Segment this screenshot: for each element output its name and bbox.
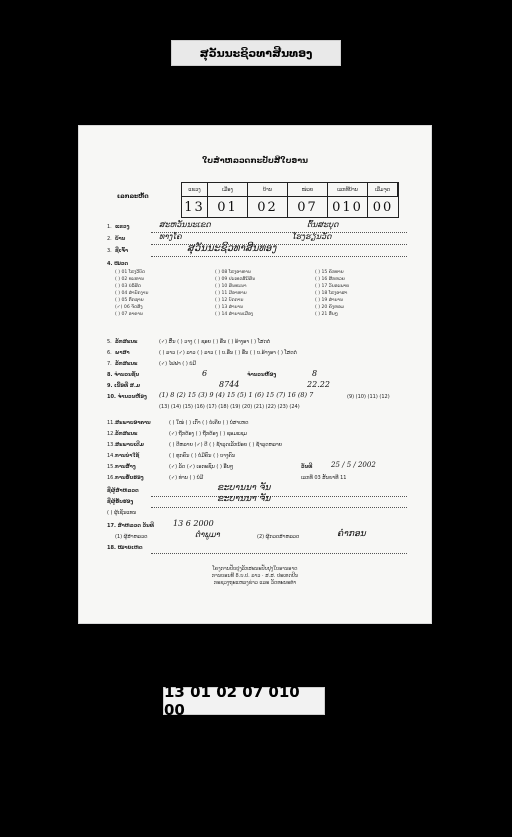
row-5 bbox=[107, 339, 407, 349]
rooms-value: 8 bbox=[312, 369, 318, 378]
date-right bbox=[301, 461, 407, 474]
row-10 bbox=[107, 391, 407, 404]
row-options: ( ) ທຸກຄົນ ( ) ບໍ່ມີຄົນ ( ) ບາງຄົນ bbox=[169, 453, 236, 459]
code-value: 010 bbox=[328, 197, 368, 217]
option-item: ( ) 20 ຄັງຫອມ bbox=[315, 305, 345, 310]
row-num: 11. bbox=[107, 420, 115, 426]
option-item: ( ) 15 ຄົກທາຍ bbox=[315, 270, 344, 275]
date-right-sub bbox=[301, 475, 407, 485]
option-item: ( ) 10 ສົນທະນາ bbox=[215, 284, 247, 289]
option-item: ( ) 18 ໂຮງອາສາ bbox=[315, 291, 348, 296]
code-header: ແຂວງ bbox=[182, 183, 208, 197]
code-header: ເມືອງ bbox=[208, 183, 248, 197]
area-label: 9. ເນື້ອທີ່ ສ.ມ bbox=[107, 383, 141, 389]
date-right-label: ວັນທີ bbox=[301, 464, 313, 470]
row-label: ສະພາບອາຄານ bbox=[115, 420, 151, 426]
code-header: ເລີ່ມຈຸດ bbox=[368, 183, 398, 197]
option-item: ( ) 01 ໂຮງວິບັດ bbox=[115, 270, 146, 275]
code-value: 07 bbox=[288, 197, 328, 217]
row-num: 15. bbox=[107, 464, 115, 470]
code-value: 13 bbox=[182, 197, 208, 217]
option-item: ( ) 03 ບໍລິສັດ bbox=[115, 284, 141, 289]
code-header: ບ້ານ bbox=[248, 183, 288, 197]
option-item: ( ) 12 ບົດການ bbox=[215, 298, 244, 303]
form-footer bbox=[79, 566, 431, 587]
floors-value: 6 bbox=[202, 369, 208, 378]
row17-date: 13 6 2000 bbox=[173, 519, 214, 528]
bottom-code-label: 13 01 02 07 010 00 bbox=[163, 687, 325, 715]
row-label: ການສ້າງ bbox=[115, 464, 136, 470]
field-value: ສະຫວັນນະເຂດ bbox=[159, 220, 211, 229]
code-value: 01 bbox=[208, 197, 248, 217]
owner2-value: ຂະບານນາ ຈັນ bbox=[217, 494, 271, 504]
field-num: 2. bbox=[107, 236, 112, 242]
floors-label: 8. ຈຳນວນຊັ້ນ bbox=[107, 372, 140, 378]
row18-label: 18. ໝາຍເຫດ bbox=[107, 545, 143, 551]
row18-line bbox=[151, 553, 407, 554]
row-options: (✓) ສົ້ນ ( ) ວາງ ( ) ຊອຍ ( ) ອື່ນ ( ) ອ້າງອາ ( ) ໂສດຕໍ bbox=[159, 339, 271, 345]
field-row-1 bbox=[107, 220, 407, 234]
sig-right: ຄຳກອນ bbox=[337, 529, 366, 539]
owner-label: ຊື່ຜູ້ສໍາຫລວດ bbox=[107, 488, 139, 494]
rooms-label: ຈຳນວນຫ້ອງ bbox=[247, 372, 277, 378]
form-sheet bbox=[79, 126, 431, 623]
option-item: ( ) 05 ຕຶກຊາຍ bbox=[115, 298, 144, 303]
row10-sub: (13) (14) (15) (16) (17) (18) (19) (20) (21) (22) (23) (24) bbox=[159, 404, 300, 410]
row-options: (✓) ທ່ານ ( ) ບໍ່ມີ bbox=[169, 475, 204, 481]
section-4-options bbox=[115, 270, 411, 317]
option-item: ( ) 02 ທະຫານ bbox=[115, 277, 144, 282]
field-extra: ໂຮງຮຽນວັດ bbox=[292, 232, 332, 241]
code-value: 00 bbox=[372, 199, 394, 215]
row-13 bbox=[107, 442, 407, 452]
field-line bbox=[151, 256, 407, 257]
code-label: ເລກລະຫັດ bbox=[117, 193, 149, 200]
owner-value: ຂະບານນາ ຈັນ bbox=[217, 483, 271, 493]
area2-value: 22.22 bbox=[307, 380, 330, 389]
option-item: (✓) 06 ຈັດສິງ bbox=[115, 305, 143, 310]
field-value: ສຸວັນນະຊິວທາສີນທອງ bbox=[187, 243, 277, 254]
date-right-sub-text: ເລກທີ 03 ສັນຍາທີ 11 bbox=[301, 475, 347, 481]
row-options: (✓) ໄຟຟາ ( ) ບໍມີ bbox=[159, 361, 196, 367]
footer-line: ກະຊວງຖະແຫລງຂ່າວ ແລະ ວັດທະນະທໍາ bbox=[213, 580, 297, 586]
footer-line: ການບອນທີ 8.ບ.ປ. ລາວ · ສ.ສ. ປະເທດປີນ bbox=[211, 573, 299, 579]
row17-label: 17. ສໍາຫລວດ ວັນທີ bbox=[107, 523, 154, 529]
row-18 bbox=[107, 545, 407, 555]
form-title: ໃບສໍາຫລວດກະປັບສີໃບອານ bbox=[202, 156, 308, 165]
row-label: ລັກສະນະ bbox=[115, 361, 138, 367]
option-item: ( ) 08 ໂຮງອາຫານ bbox=[215, 270, 251, 275]
row-11 bbox=[107, 420, 407, 430]
row-6 bbox=[107, 350, 407, 360]
option-item: ( ) 14 ສໍານານເມືອງ bbox=[215, 312, 254, 317]
row-num: 13. bbox=[107, 442, 115, 448]
row-10-sub bbox=[107, 404, 407, 414]
row10-label: 10. ຈຳນວນຫ້ອງ bbox=[107, 394, 147, 400]
option-item: ( ) 04 ສໍານັກງານ bbox=[115, 291, 149, 296]
row-label: ການນຳໃຊ້ bbox=[115, 453, 140, 459]
option-item: ( ) 17 ວັນອະພາຍ bbox=[315, 284, 350, 289]
option-item: ( ) 16 ສີກຫວຍ bbox=[315, 277, 345, 282]
field-row-3 bbox=[107, 243, 407, 258]
row-num: 14. bbox=[107, 453, 115, 459]
row-options: ( ) ດີຫລາຍ (✓) ດີ ( ) ຊ້ຳລຸດເລັກນ້ອຍ ( ) ຊ້ຳລຸດຫລາຍ bbox=[169, 442, 283, 448]
code-header: ໜ່ວຍ bbox=[288, 183, 328, 197]
field-line bbox=[151, 232, 407, 233]
owner2-row bbox=[107, 494, 407, 509]
field-label: ຊື່ເຈົ້າ bbox=[115, 248, 129, 254]
row-options: (✓) ລັດ (✓) ເອກະຊົນ ( ) ອື່ນໆ bbox=[169, 464, 234, 470]
date-right-value: 25 / 5 / 2002 bbox=[331, 461, 376, 469]
row-label: ການຮັບຮອງ bbox=[115, 475, 144, 481]
row-options: ( ) ໃໝ່ ( ) ເກົ່າ ( ) ບໍ່ເຄີຍ ( ) ບໍ່ສາເຫດ bbox=[169, 420, 249, 426]
option-item: ( ) 09 ປະເທດສີມິສົນ bbox=[215, 277, 256, 282]
signed-label: ( ) ຜູ້ເຊັນແທນ bbox=[107, 510, 137, 516]
row-num: 7. bbox=[107, 361, 112, 367]
field-num: 3. bbox=[107, 248, 112, 254]
section-4-label: 4. ໝວດ bbox=[107, 261, 129, 267]
field-label: ແຂວງ bbox=[115, 224, 130, 230]
owner2-label: ຊື່ຜູ້ຮັບຮອງ bbox=[107, 499, 134, 505]
footer-line: ໂຄງການປັບປຸງລັກສະນະປັບປຸງໃບອານອາດ bbox=[212, 566, 298, 572]
top-label: ສຸວັນນະຊິວທາສີນທອງ bbox=[171, 40, 341, 66]
row-12 bbox=[107, 431, 407, 441]
option-item: ( ) 19 ສໍານານ bbox=[315, 298, 344, 303]
row-num: 12. bbox=[107, 431, 115, 437]
area-value: 8744 bbox=[219, 380, 240, 389]
owner-line bbox=[151, 496, 407, 497]
option-item: ( ) 07 ອາຄານ bbox=[115, 312, 143, 317]
row-num: 16. bbox=[107, 475, 115, 481]
row-label: ລັກສະນະ bbox=[115, 431, 138, 437]
sig-right-label: (2) ຜູ້ກວດສໍາຫລວດ bbox=[257, 534, 300, 540]
option-item: ( ) 13 ສໍານານ bbox=[215, 305, 244, 310]
signed-row bbox=[107, 510, 407, 520]
row10-right: (9) (10) (11) (12) bbox=[347, 394, 390, 400]
owner2-line bbox=[151, 507, 407, 508]
code-value: 02 bbox=[248, 197, 288, 217]
row-num: 5. bbox=[107, 339, 112, 345]
code-header: ເລກທີບ້ານ bbox=[328, 183, 368, 197]
row-label: ສະພາບເດີມ bbox=[115, 442, 144, 448]
option-item: ( ) 11 ມີອາຫານ bbox=[215, 291, 247, 296]
row-17-signatures bbox=[107, 529, 407, 544]
sig-left-label: (1) ຜູ້ສໍາຫລວດ bbox=[115, 534, 148, 540]
field-value: ທາງໂຄ bbox=[159, 232, 182, 241]
row-options: (✓) ຖືກຕ້ອງ ( ) ຖືກຕ້ອງ ( ) ຊອມແຊມ bbox=[169, 431, 248, 437]
option-item: ( ) 21 ອື່ນໆ bbox=[315, 312, 338, 317]
field-num: 1. bbox=[107, 224, 112, 230]
row-num: 6. bbox=[107, 350, 112, 356]
field-extra: ຕົ້ນສະບຸດ bbox=[307, 220, 339, 229]
row-options: ( ) ລາວ (✓) ລາວ ( ) ລາວ ( ) ບ.ອື່ນ ( ) ອື່ນ ( ) ບ.ອ້າງອາ ( ) ໂສດຕໍ bbox=[159, 350, 297, 356]
sig-left: ຕໍາພູມາ bbox=[195, 530, 220, 539]
row-8 bbox=[107, 369, 407, 382]
row-label: ພາສາ bbox=[115, 350, 130, 356]
row-7 bbox=[107, 361, 407, 371]
code-table bbox=[181, 182, 399, 218]
row-label: ລັກສະນະ bbox=[115, 339, 138, 345]
row10-values: (1) 8 (2) 15 (3) 9 (4) 15 (5) 1 (6) 15 (7) 16 (8) 7 bbox=[159, 391, 314, 399]
field-label: ບ້ານ bbox=[115, 236, 126, 242]
